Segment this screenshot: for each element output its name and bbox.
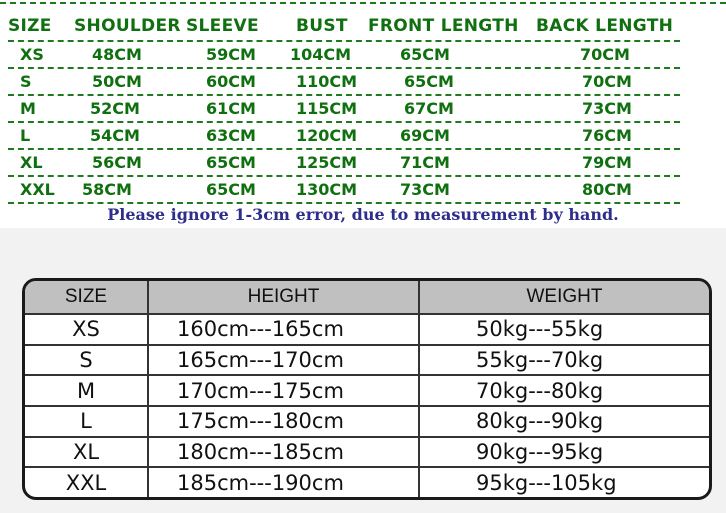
body-size-table [22, 278, 712, 500]
header-weight: WEIGHT [419, 281, 709, 314]
cell-height: 170cm---175cm [148, 375, 419, 406]
cell-front-length: 73CM [400, 180, 450, 199]
cell-height: 185cm---190cm [148, 467, 419, 497]
cell-sleeve: 60CM [206, 72, 256, 91]
measurement-note: Please ignore 1-3cm error, due to measurement by hand. [107, 205, 619, 224]
cell-size: XS [20, 45, 44, 64]
cell-sleeve: 65CM [206, 180, 256, 199]
cell-size: XL [25, 437, 148, 468]
cell-size: M [20, 99, 36, 118]
table-header-row [25, 281, 709, 314]
cell-shoulder: 52CM [90, 99, 140, 118]
cell-bust: 125CM [296, 153, 358, 172]
cell-size: L [20, 126, 31, 145]
body-size-panel [0, 228, 726, 513]
row-underline [8, 67, 680, 69]
cell-weight: 70kg---80kg [419, 375, 709, 406]
cell-height: 180cm---185cm [148, 437, 419, 468]
cell-weight: 50kg---55kg [419, 314, 709, 345]
cell-shoulder: 54CM [90, 126, 140, 145]
header-sleeve: SLEEVE [186, 16, 259, 36]
cell-size: XL [20, 153, 43, 172]
cell-shoulder: 56CM [92, 153, 142, 172]
cell-weight: 95kg---105kg [476, 470, 617, 495]
cell-sleeve: 63CM [206, 126, 256, 145]
cell-back-length: 76CM [582, 126, 632, 145]
cell-size: S [20, 72, 32, 91]
measurement-chart [0, 0, 726, 228]
cell-shoulder: 50CM [92, 72, 142, 91]
cell-back-length: 73CM [582, 99, 632, 118]
table-row [25, 406, 709, 437]
cell-size: XXL [20, 180, 55, 199]
cell-sleeve: 61CM [206, 99, 256, 118]
cell-bust: 104CM [290, 45, 352, 64]
cell-height: 165cm---170cm [148, 345, 419, 376]
cell-bust: 115CM [296, 99, 358, 118]
cell-back-length: 79CM [582, 153, 632, 172]
cell-bust: 130CM [296, 180, 358, 199]
table-row [25, 375, 709, 406]
cell-back-length: 80CM [582, 180, 632, 199]
row-underline [8, 202, 680, 204]
row-underline [8, 121, 680, 123]
cell-shoulder: 58CM [82, 180, 132, 199]
cell-size: L [25, 406, 148, 437]
cell-front-length: 67CM [404, 99, 454, 118]
cell-height: 160cm---165cm [148, 314, 419, 345]
cell-sleeve: 65CM [206, 153, 256, 172]
table-row [25, 345, 709, 376]
cell-bust: 110CM [296, 72, 358, 91]
cell-shoulder: 48CM [92, 45, 142, 64]
table-row [25, 467, 709, 497]
row-underline [8, 94, 680, 96]
cell-weight: 90kg---95kg [419, 437, 709, 468]
cell-front-length: 65CM [404, 72, 454, 91]
cell-size: XXL [25, 467, 148, 497]
table-row [25, 437, 709, 468]
cell-size: XS [25, 314, 148, 345]
cell-front-length: 65CM [400, 45, 450, 64]
cell-back-length: 70CM [580, 45, 630, 64]
cell-weight: 55kg---70kg [419, 345, 709, 376]
cell-weight: 80kg---90kg [419, 406, 709, 437]
cell-bust: 120CM [296, 126, 358, 145]
cell-height: 175cm---180cm [148, 406, 419, 437]
cell-front-length: 71CM [400, 153, 450, 172]
cell-size: M [25, 375, 148, 406]
header-size: SIZE [25, 281, 148, 314]
cell-front-length: 69CM [400, 126, 450, 145]
cell-sleeve: 59CM [206, 45, 256, 64]
cell-size: S [25, 345, 148, 376]
garment-measurement-table [0, 0, 726, 228]
header-back-length: BACK LENGTH [536, 16, 674, 36]
header-bust: BUST [296, 16, 348, 36]
cell-back-length: 70CM [582, 72, 632, 91]
row-underline [8, 148, 680, 150]
header-height: HEIGHT [148, 281, 419, 314]
header-shoulder: SHOULDER [74, 16, 181, 36]
row-underline [8, 175, 680, 177]
header-front-length: FRONT LENGTH [368, 16, 519, 36]
table-row [25, 314, 709, 345]
header-size: SIZE [8, 16, 52, 36]
header-underline [8, 40, 680, 42]
